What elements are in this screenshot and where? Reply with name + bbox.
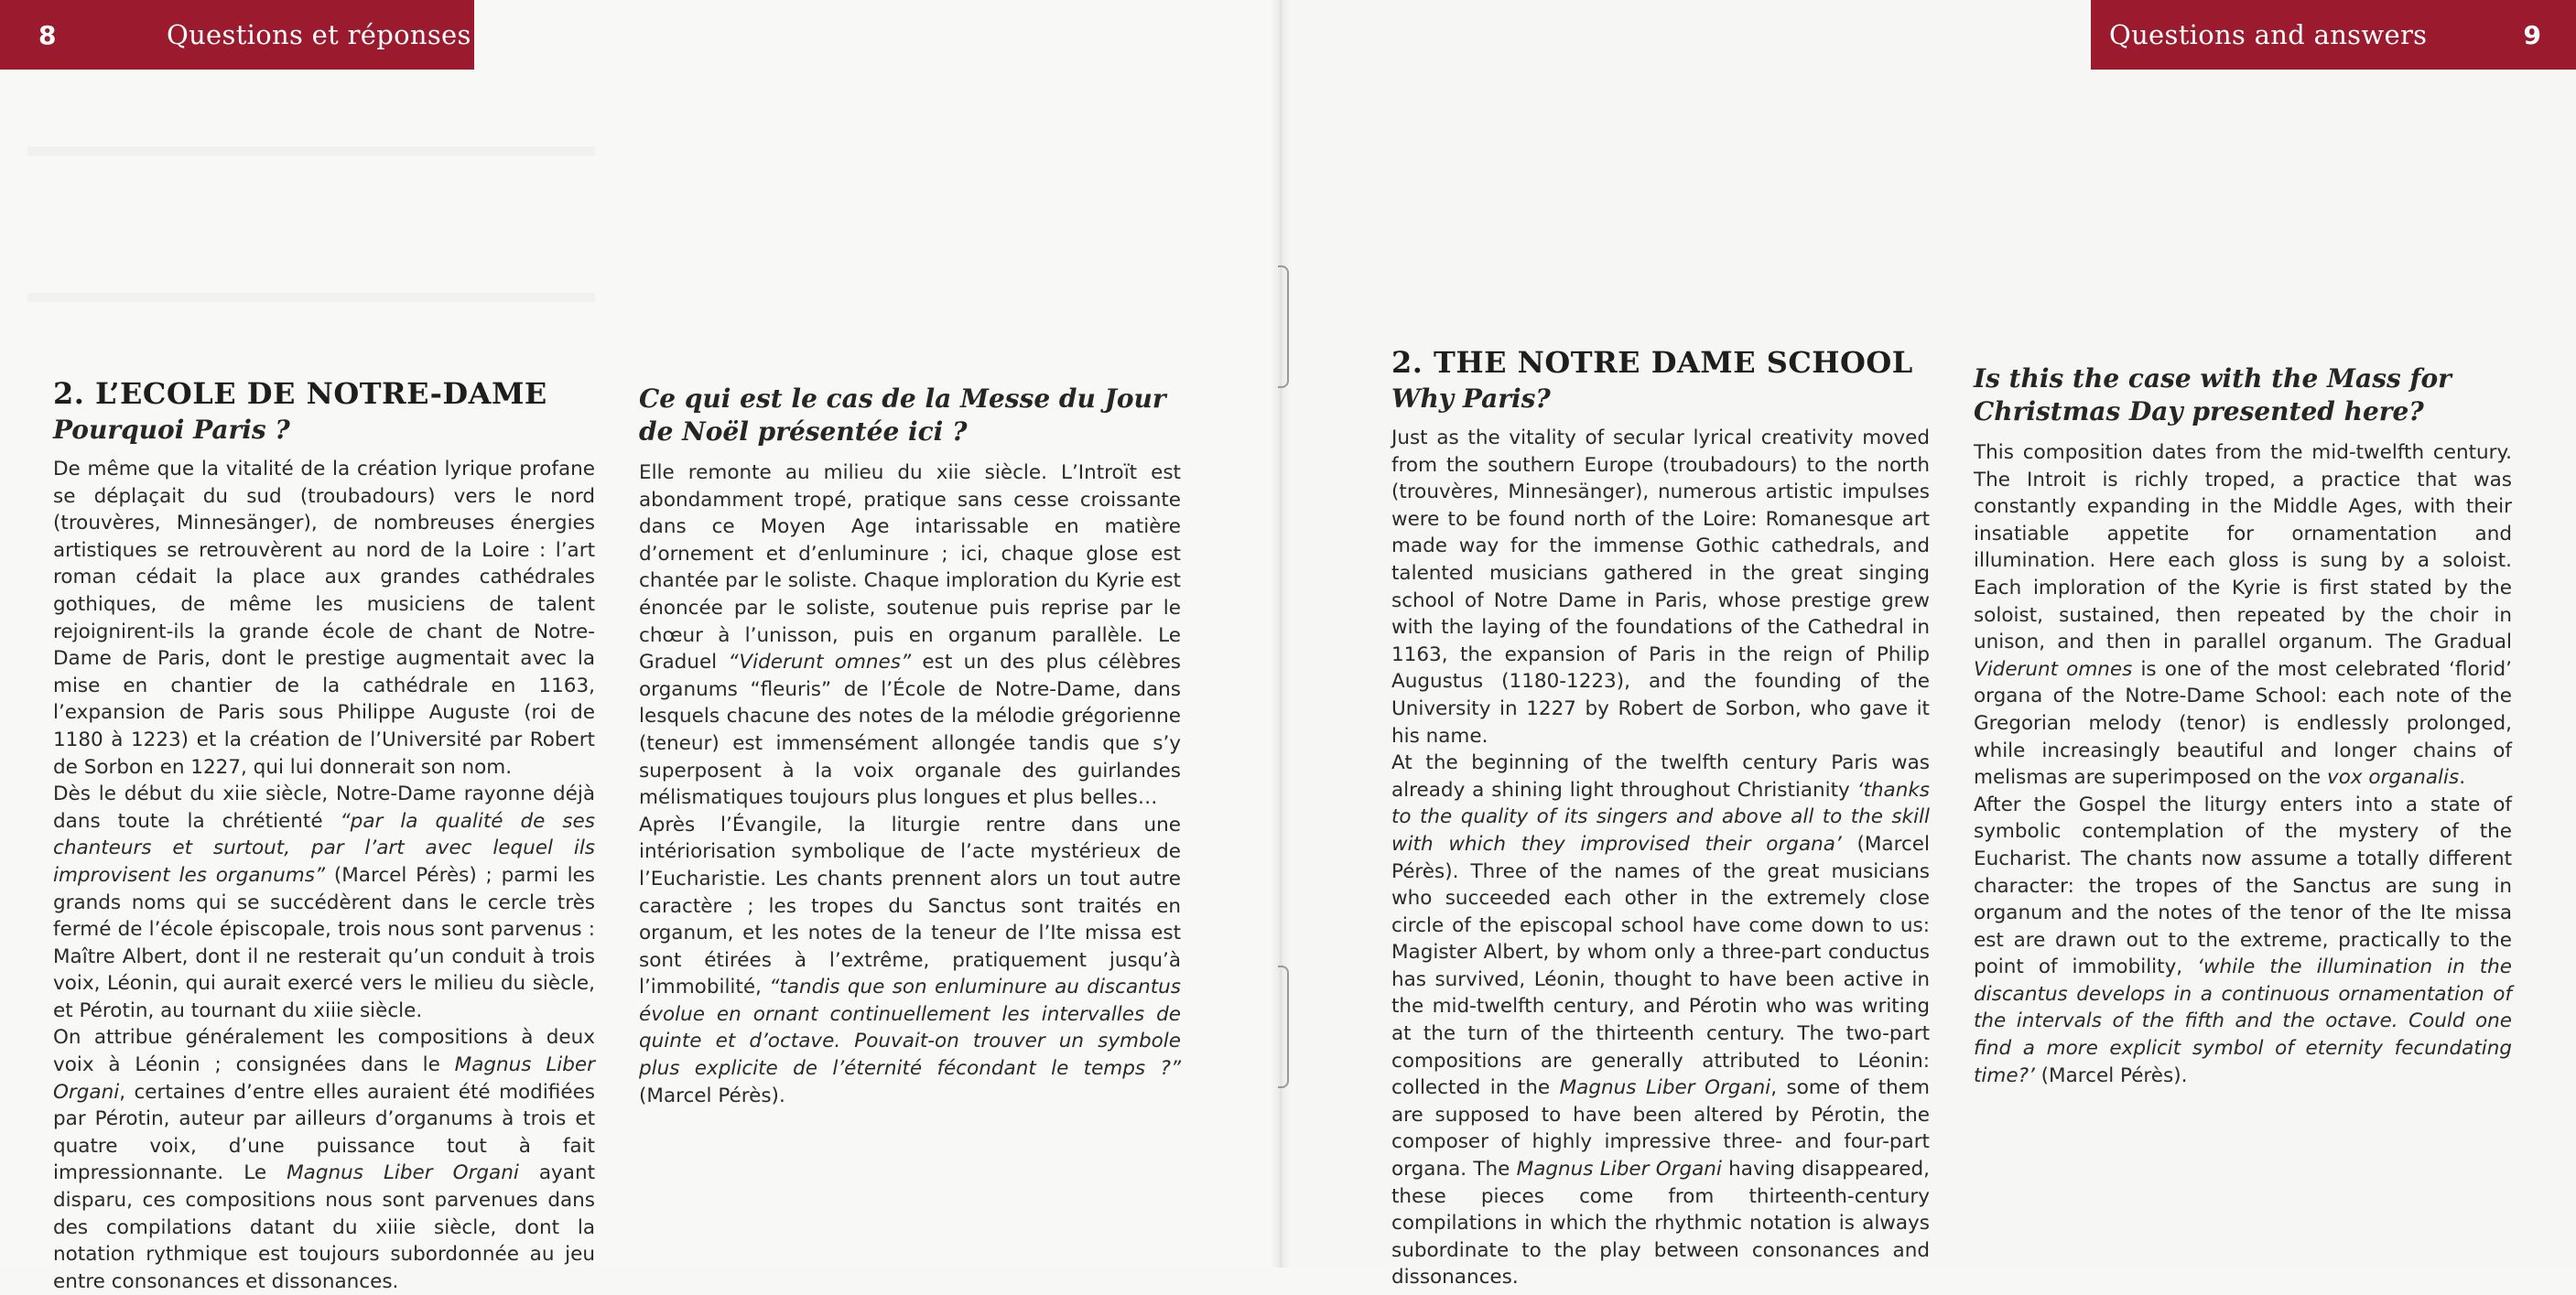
book-title: Magnus Liber Organi	[53, 1053, 595, 1104]
section-heading: 2. L’ECOLE DE NOTRE-DAME	[53, 376, 547, 411]
quote: “par la qualité de ses chanteurs et surtout, par l’art avec lequel ils improvisent les organums”	[53, 809, 595, 887]
book-title: Magnus Liber Organi	[1559, 1076, 1771, 1100]
paragraph: Just as the vitality of secular lyrical creativity moved from the southern Europe (troubadours) to the north (trouvères, Minnesänger), numerous artistic impulses were to be found north of the Loire: Romanesque art made way for the immense Gothic cathedrals, and talented musicians gathered in the great singing school of Notre Dame in Paris, whose prestige grew with the laying of the foundations of the Cathedral in 1163, the expansion of Paris in the reign of Philip Augustus (1180-1223), and the founding of the University in 1227 by Robert de Sorbon, who gave it his name.	[1391, 426, 1930, 748]
page-header-title: Questions et réponses	[167, 19, 471, 50]
show-through-decoration	[27, 146, 595, 302]
right-column-1	[1391, 344, 1930, 1291]
right-column-2	[1974, 362, 2512, 1089]
quote: ‘while the illumination in the discantus develops in a continuous ornamentation of the intervals of the fifth and the octave. Could one find a more explicit symbol of eternity fecundating time?’	[1974, 955, 2512, 1087]
section-heading: 2. THE NOTRE DAME SCHOOL	[1391, 345, 1913, 380]
page-header-title: Questions and answers	[2109, 19, 2428, 50]
question-heading: Is this the case with the Mass for Christmas Day presented here?	[1974, 363, 2452, 426]
paragraph: Elle remonte au milieu du xiie siècle. L’Introït est abondamment tropé, pratique sans cesse croissante dans ce Moyen Age intarissable en matière d’ornement et d’enluminure ; ici, chaque glose est chantée par le soliste. Chaque imploration du Kyrie est énoncée par le soliste, soutenue puis reprise par le chœur à l’unisson, puis en organum parallèle. Le Graduel “Viderunt omnes” est un des plus célèbres organums “fleuris” de l’École de Notre-Dame, dans lesquels chacune des notes de la mélodie grégorienne (teneur) est immensément allongée tandis que s’y superposent à la voix organale des guirlandes mélismatiques toujours plus longues et plus belles…	[639, 461, 1181, 810]
question-heading: Ce qui est le cas de la Messe du Jour de Noël présentée ici ?	[639, 383, 1166, 447]
book-title: Magnus Liber Organi	[287, 1161, 519, 1185]
paragraph: Dès le début du xiie siècle, Notre-Dame rayonne déjà dans toute la chrétienté “par la qualité de ses chanteurs et surtout, par l’art avec lequel ils improvisent les organums” (Marcel Pérès) ; parmi les grands noms qui se succédèrent dans le cercle très fermé de l’école épiscopale, trois nous sont parvenus : Maître Albert, dont il ne resterait qu’un conduit à trois voix, Léonin, qui aurait exercé vers le milieu du siècle, et Pérotin, au tournant du xiiie siècle.	[53, 782, 595, 1022]
paragraph: This composition dates from the mid-twelfth century. The Introit is richly troped, a practice that was constantly expanding in the Middle Ages, with their insatiable appetite for ornamentation and illumination. Here each gloss is sung by a soloist. Each imploration of the Kyrie is first stated by the soloist, sustained, then repeated by the choir in unison, and then in parallel organum. The Gradual Viderunt omnes is one of the most celebrated ‘florid’ organa of the Notre-Dame School: each note of the Gregorian melody (tenor) is endlessly prolonged, while increasingly beautiful and longer chains of melismas are superimposed on the vox organalis.	[1974, 441, 2512, 790]
section-subheading: Pourquoi Paris ?	[53, 415, 290, 445]
right-page	[1280, 0, 2576, 1290]
page-number: 9	[2523, 19, 2541, 50]
work-title: Viderunt omnes	[1974, 657, 2133, 681]
section-subheading: Why Paris?	[1391, 383, 1551, 414]
staple-bottom	[1278, 966, 1289, 1088]
paragraph: De même que la vitalité de la création lyrique profane se déplaçait du sud (troubadours) vers le nord (trouvères, Minnesänger), de nombreuses énergies artistiques se retrouvèrent au nord de la Loire : l’art roman cédait la place aux grandes cathédrales gothiques, de même les musiciens de talent rejoignirent-ils la grande école de chant de Notre-Dame de Paris, dont le prestige augmentait avec la mise en chantier de la cathédrale en 1163, l’expansion de Paris sous Philippe Auguste (roi de 1180 à 1223) et la création de l’Université par Robert de Sorbon en 1227, qui lui donnerait son nom.	[53, 458, 595, 779]
paragraph: On attribue généralement les compositions à deux voix à Léonin ; consignées dans le Magnus Liber Organi, certaines d’entre elles auraient été modifiées par Pérotin, auteur par ailleurs d’organums à trois et quatre voix, d’une puissance tout à fait impressionnante. Le Magnus Liber Organi ayant disparu, ces compositions nous sont parvenues dans des compilations datant du xiiie siècle, dont la notation rythmique est toujours subordonnée au jeu entre consonances et dissonances.	[53, 1026, 595, 1293]
quote: ‘thanks to the quality of its singers and above all to the skill with which they improvised their organa’	[1391, 778, 1930, 856]
book-title: Magnus Liber Organi	[1516, 1158, 1722, 1182]
left-column-1	[53, 375, 595, 1295]
paragraph: Après l’Évangile, la liturgie rentre dans une intériorisation symbolique de l’acte mystérieux de l’Eucharistie. Les chants prennent alors un tout autre caractère ; les tropes du Sanctus sont traités en organum, et les notes de la teneur de l’Ite missa est sont étirées à l’extrême, pratiquement jusqu’à l’immobilité, “tandis que son enluminure au discantus évolue en ornant continuellement les intervalles de quinte et d’octave. Pouvait-on trouver un symbole plus explicite de l’éternité fécondant le temps ?” (Marcel Pérès).	[639, 813, 1182, 1107]
paragraph: After the Gospel the liturgy enters into a state of symbolic contemplation of the mystery of the Eucharist. The chants now assume a totally different character: the tropes of the Sanctus are sung in organum and the notes of the tenor of the Ite missa est are drawn out to the extreme, practically to the point of immobility, ‘while the illumination in the discantus develops in a continuous ornamentation of the intervals of the fifth and the octave. Could one find a more explicit symbol of eternity fecundating time?’ (Marcel Pérès).	[1974, 793, 2512, 1087]
paragraph: At the beginning of the twelfth century Paris was already a shining light throughout Christianity ‘thanks to the quality of its singers and above all to the skill with which they improvised their organa’ (Marcel Pérès). Three of the names of the great musicians who succeeded each other in the extremely close circle of the episcopal school have come down to us: Magister Albert, by whom only a three-part conductus has survived, Léonin, thought to have been active in the mid-twelfth century, and Pérotin who was writing at the turn of the thirteenth century. The two-part compositions are generally attributed to Léonin: collected in the Magnus Liber Organi, some of them are supposed to have been altered by Pérotin, the composer of highly impressive three- and four-part organa. The Magnus Liber Organi having disappeared, these pieces come from thirteenth-century compilations in which the rhythmic notation is always subordinate to the play between consonances and dissonances.	[1391, 751, 1930, 1290]
quote: “tandis que son enluminure au discantus évolue en ornant continuellement les intervalles de quinte et d’octave. Pouvait-on trouver un symbole plus explicite de l’éternité fécondant le temps ?”	[639, 976, 1182, 1081]
work-title: “Viderunt omnes”	[728, 651, 912, 674]
staple-top	[1278, 265, 1289, 388]
left-column-2	[639, 383, 1181, 1109]
term: vox organalis	[2326, 766, 2460, 790]
page-number: 8	[38, 19, 57, 50]
left-page	[0, 0, 1280, 1293]
page-header-bar	[0, 0, 474, 70]
page-header-bar	[2091, 0, 2576, 70]
